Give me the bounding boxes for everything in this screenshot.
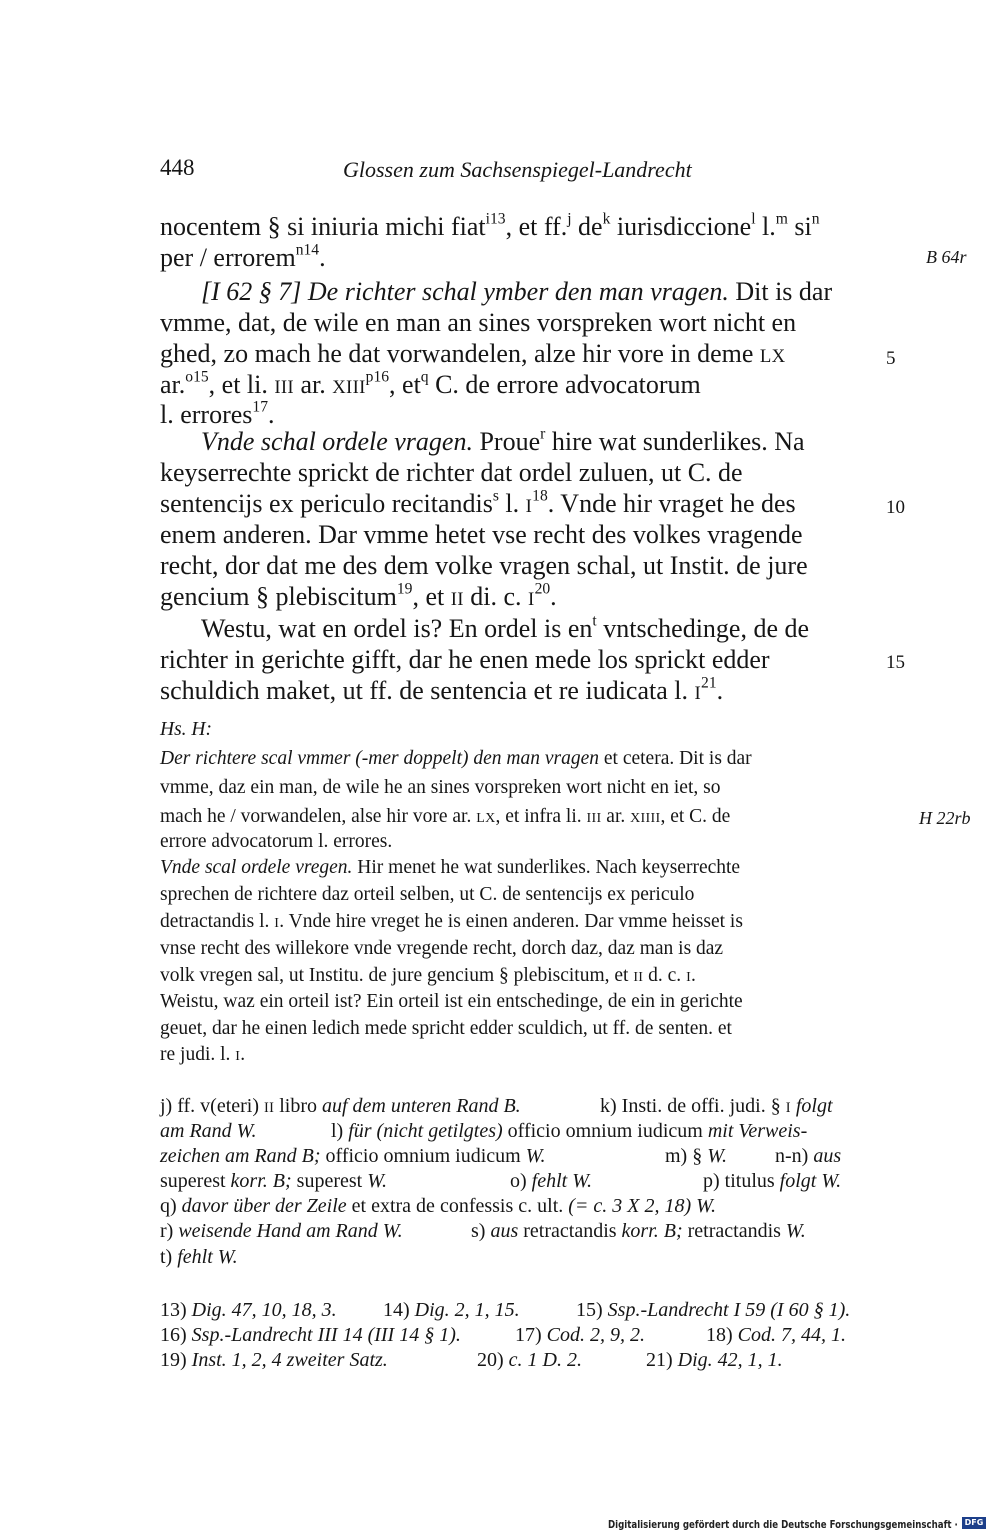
- note-n: n-n) aus: [775, 1145, 842, 1167]
- hs-line: Vnde scal ordele vregen. Hir menet he wat sunderlikes. Nach keyserrechte: [160, 857, 741, 878]
- main-line: schuldich maket, ut ff. de sentencia et re iudicata l. $I^{21}$.: [160, 674, 724, 705]
- main-line: gencium § plebiscitum$^{19}$, et II di. c. $I^{20}$.: [160, 580, 557, 611]
- main-line: ar.$^{o15}$, et li. III ar. $XIII^{p16}$, $et^q$ C. de errore advocatorum: [160, 368, 701, 399]
- note-s: s) aus retractandis korr. B; retractandis W.: [471, 1220, 806, 1242]
- note-14: 14) Dig. 2, 1, 15.: [383, 1299, 520, 1321]
- note-p: p) titulus folgt W.: [703, 1170, 842, 1192]
- note-q: q) davor über der Zeile et extra de confessis c. ult. (= c. 3 X 2, 18) W.: [160, 1195, 716, 1217]
- line-number-5: 5: [886, 348, 896, 369]
- main-line: enem anderen. Dar vmme hetet vse recht des volkes vragende: [160, 520, 803, 549]
- note-t: t) fehlt W.: [160, 1246, 238, 1268]
- hs-line: sprechen de richtere daz orteil selben, ut C. de sentencijs ex periculo: [160, 884, 695, 905]
- note-16: 16) Ssp.-Landrecht III 14 (III 14 § 1).: [160, 1324, 461, 1346]
- note-l-cont: zeichen am Rand B; officio omnium iudicum W.: [160, 1145, 546, 1167]
- margin-ms-ref-b: B 64r: [926, 247, 967, 267]
- main-line: Vnde schal ordele vragen. Proue$^r$ hire wat sunderlikes. Na: [201, 425, 805, 456]
- hs-line: mach he / vorwandelen, alse hir vore ar. LX, et infra li. III ar. XIIII, et C. de: [160, 806, 731, 827]
- note-13: 13) Dig. 47, 10, 18, 3.: [160, 1299, 337, 1321]
- note-k-cont: am Rand W.: [160, 1120, 257, 1142]
- note-17: 17) Cod. 2, 9, 2.: [515, 1324, 646, 1346]
- note-l: l) für (nicht getilgtes) officio omnium iudicum mit Verweis-: [331, 1120, 808, 1142]
- digitization-credit: Digitalisierung gefördert durch die Deutsche Forschungsgemeinschaft ·: [608, 1518, 958, 1531]
- main-line: keyserrechte sprickt de richter dat ordel zuluen, ut C. de: [160, 458, 743, 487]
- note-18: 18) Cod. 7, 44, 1.: [706, 1324, 847, 1346]
- note-o: o) fehlt W.: [510, 1170, 593, 1192]
- main-line: ghed, zo mach he dat vorwandelen, alze hir vore in deme LX: [160, 339, 786, 368]
- hs-line: errore advocatorum l. errores.: [160, 831, 393, 852]
- main-line: sentencijs ex periculo recitandis$^s$ l. $I^{18}$. Vnde hir vraget he des: [160, 487, 796, 518]
- line-number-15: 15: [886, 652, 905, 673]
- page-number: 448: [160, 155, 195, 180]
- main-line: [I 62 § 7] De richter schal ymber den man vragen. Dit is dar: [201, 277, 833, 306]
- note-r: r) weisende Hand am Rand W.: [160, 1220, 403, 1242]
- note-m: m) § W.: [665, 1145, 728, 1167]
- line-number-10: 10: [886, 497, 905, 518]
- hs-heading: Hs. H:: [160, 719, 212, 740]
- note-21: 21) Dig. 42, 1, 1.: [646, 1349, 783, 1371]
- note-k: k) Insti. de offi. judi. § I folgt: [600, 1095, 833, 1117]
- hs-line: volk vregen sal, ut Institu. de jure gencium § plebiscitum, et II d. c. I.: [160, 965, 696, 986]
- hs-line: re judi. l. I.: [160, 1044, 246, 1065]
- note-20: 20) c. 1 D. 2.: [477, 1349, 582, 1371]
- main-line: vmme, dat, de wile en man an sines vorspreken wort nicht en: [160, 308, 797, 337]
- main-line: l. errores$^{17}$.: [160, 398, 275, 429]
- hs-line: geuet, dar he einen ledich mede spricht edder sculdich, ut ff. de senten. et: [160, 1018, 732, 1039]
- main-line: nocentem § si iniuria michi fiat$^{i13}$, et ff.$^j$ $de^k$ iurisdiccione$^l$ l.$^m$ $si^n$: [160, 210, 820, 241]
- hs-line: Weistu, waz ein orteil ist? Ein orteil ist ein entschedinge, de ein in gerichte: [160, 991, 743, 1012]
- hs-line: detractandis l. I. Vnde hire vreget he is einen anderen. Dar vmme heisset is: [160, 911, 743, 932]
- running-title: Glossen zum Sachsenspiegel-Landrecht: [343, 157, 692, 182]
- dfg-logo: DFG: [962, 1517, 986, 1529]
- margin-ms-ref-h: H 22rb: [919, 808, 971, 828]
- main-line: Westu, wat en ordel is? En ordel is $en^t$ vntschedinge, de de: [201, 612, 810, 643]
- note-j: j) ff. v(eteri) II libro auf dem unteren Rand B.: [160, 1095, 521, 1117]
- main-line: recht, dor dat me des dem volke vragen schal, ut Instit. de jure: [160, 551, 808, 580]
- note-15: 15) Ssp.-Landrecht I 59 (I 60 § 1).: [576, 1299, 851, 1321]
- hs-line: vmme, daz ein man, de wile he an sines vorspreken wort nicht en iet, so: [160, 777, 721, 798]
- hs-line: vnse recht des willekore vnde vregende recht, dorch daz, daz man is daz: [160, 938, 724, 959]
- main-line: per / errorem$^{n14}$.: [160, 241, 326, 272]
- note-n-cont: superest korr. B; superest W.: [160, 1170, 388, 1192]
- hs-line: Der richtere scal vmmer (-mer doppelt) den man vragen et cetera. Dit is dar: [160, 748, 752, 769]
- note-19: 19) Inst. 1, 2, 4 zweiter Satz.: [160, 1349, 388, 1371]
- main-line: richter in gerichte gifft, dar he enen mede los sprickt edder: [160, 645, 770, 674]
